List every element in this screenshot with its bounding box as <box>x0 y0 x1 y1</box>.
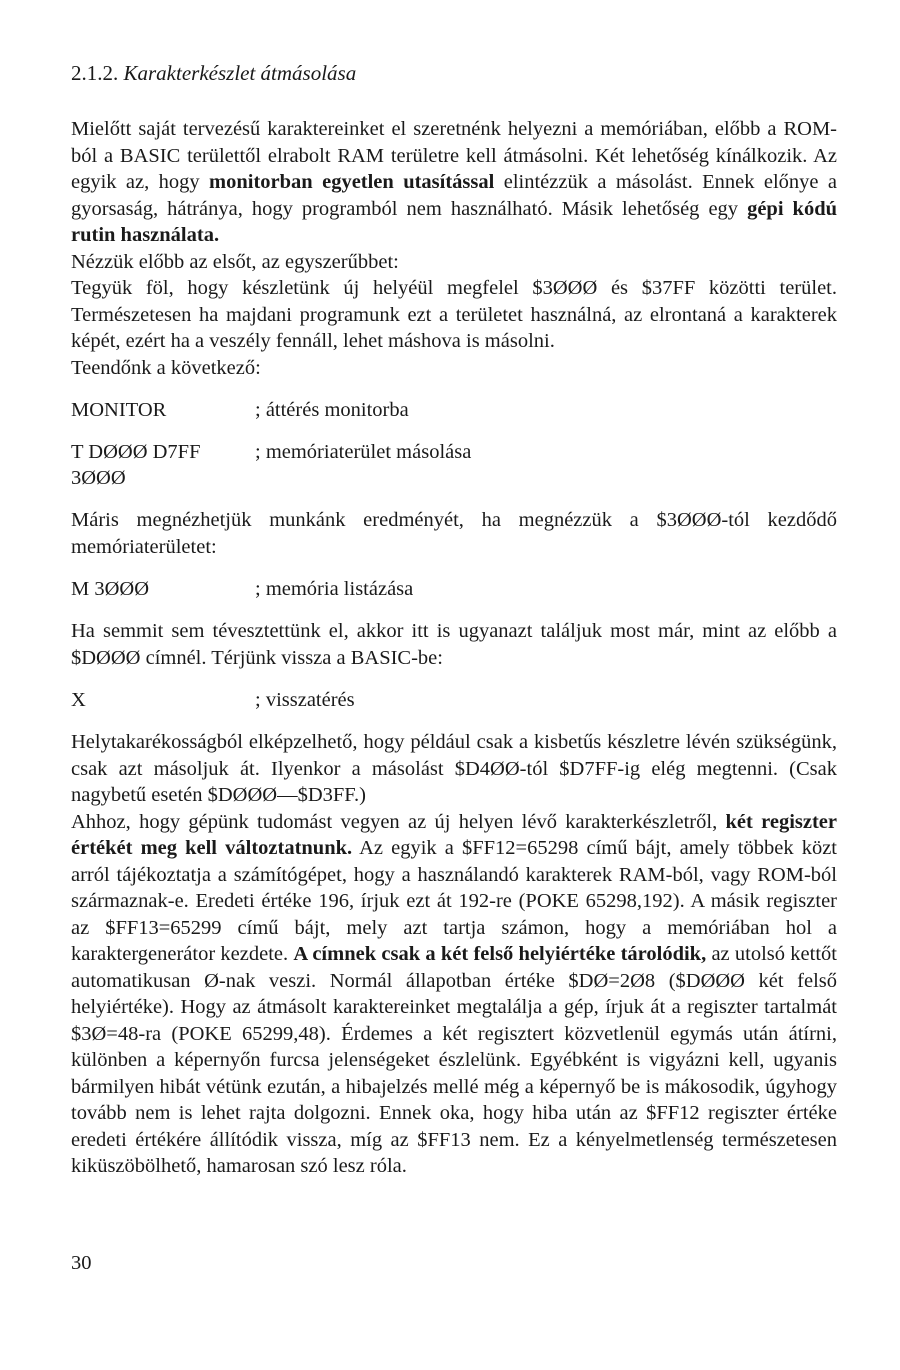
text-run: Az egyik a $FF12=65298 című bájt, amely többek közt arról tájékoztatja a számítógépet, hogy a használandó karakterek RAM-ból, vagy ROM-ból származnak-e. Eredeti értéke 196, írjuk ezt át 192-re (POKE 65298,192). A másik regiszter az $FF13=65299 című bájt, mely azt tartja számon, hogy a memóriában hol a karaktergenerátor kezdete. <box>71 837 837 965</box>
paragraph-return-basic: Ha semmit sem tévesztettünk el, akkor itt is ugyanazt találjuk most már, mint az előbb a $DØØØ címnél. Térjünk vissza a BASIC-be: <box>71 620 837 669</box>
paragraph-todo: Teendőnk a következő: <box>71 356 261 379</box>
page-number: 30 <box>71 1252 92 1274</box>
text-run: Mielőtt saját tervezésű karaktereinket el szeretnénk helyezni a memóriában, előbb a ROM-ból a BASIC területtől elrabolt RAM területre kell átmásolni. Két lehetőség kínálkozik. Az egyik az, hogy <box>71 118 837 193</box>
text-run: az utolsó kettőt automatikusan Ø-nak veszi. Normál állapotban értéke $DØ=2Ø8 ($DØØØ két felső helyiértéke). Hogy az átmásolt karaktereinket megtalálja a gép, írjuk át a regiszter tartalmát $3Ø=48-ra (POKE 65299,48). Érdemes a két regisztert közvetlenül egymás után átírni, különben a képernyőn furcsa jelenségeket észlelünk. Egyébként is vigyázni kell, ugyanis bármilyen hibát vétünk ezután, a hibajelzés mellé még a képernyő be is mákosodik, úgyhogy tovább nem is lehet rajta dolgozni. Ennek oka, hogy hiba után az $FF12 regiszter értéke eredeti értékére állítódik vissza, míg az $FF13 nem. Ez a kényelmetlenség természetesen kiküszöbölhető, hamarosan szó lesz róla. <box>71 943 837 1177</box>
section-title: Karakterkészlet átmásolása <box>123 61 357 85</box>
section-number: 2.1.2. <box>71 61 119 85</box>
command-code: M 3ØØØ <box>71 578 150 600</box>
paragraph-lowercase: Helytakarékosságból elképzelhető, hogy például csak a kisbetűs készletre lévén szükségünk, csak azt másoljuk át. Ilyenkor a másolást $D4ØØ-tól $D7FF-ig elég megtenni. (Csak nagybetű esetén $DØØØ—$D3FF.) <box>71 731 837 806</box>
paragraph-intro <box>71 116 837 249</box>
paragraph-check-result: Máris megnézhetjük munkánk eredményét, ha megnézzük a $3ØØØ-tól kezdődő memóriaterületet: <box>71 509 837 558</box>
bold-phrase: gépi kódú rutin használata. <box>71 197 837 246</box>
paragraph-assumption: Tegyük föl, hogy készletünk új helyéül megfelel $3ØØØ és $37FF közötti terület. Természetesen ha majdani programunk ezt a területet használná, az elrontaná a karakterek képét, ezért ha a veszély fennáll, lehet máshova is másolni. <box>71 277 837 352</box>
command-comment: ; memória listázása <box>255 578 414 600</box>
command-comment: ; visszatérés <box>255 689 355 711</box>
command-code: T DØØØ D7FF 3ØØØ <box>71 441 201 489</box>
command-comment: ; áttérés monitorba <box>255 399 409 421</box>
section-heading <box>71 60 837 86</box>
text-run: Ahhoz, hogy gépünk tudomást vegyen az új helyen lévő karakterkészletről, <box>71 810 726 833</box>
page-content <box>71 60 837 1180</box>
command-code: X <box>71 689 86 711</box>
paragraph-first-method: Nézzük előbb az elsőt, az egyszerűbbet: <box>71 250 399 273</box>
command-line-exit <box>71 687 837 713</box>
command-line-memory-list <box>71 576 837 602</box>
command-code: MONITOR <box>71 399 167 421</box>
bold-phrase: A címnek csak a két felső helyiértéke tárolódik, <box>293 943 707 965</box>
bold-phrase: két regiszter értékét meg kell változtatnunk. <box>71 810 837 859</box>
text-run: elintézzük a másolást. Ennek előnye a gyorsaság, hátránya, hogy programból nem használható. Másik lehetőség egy <box>71 171 838 220</box>
command-line-monitor <box>71 397 837 423</box>
bold-phrase: monitorban egyetlen utasítással <box>209 171 495 193</box>
command-line-transfer <box>71 439 837 491</box>
paragraph-registers <box>71 809 837 1180</box>
command-comment: ; memóriaterület másolása <box>255 441 472 463</box>
